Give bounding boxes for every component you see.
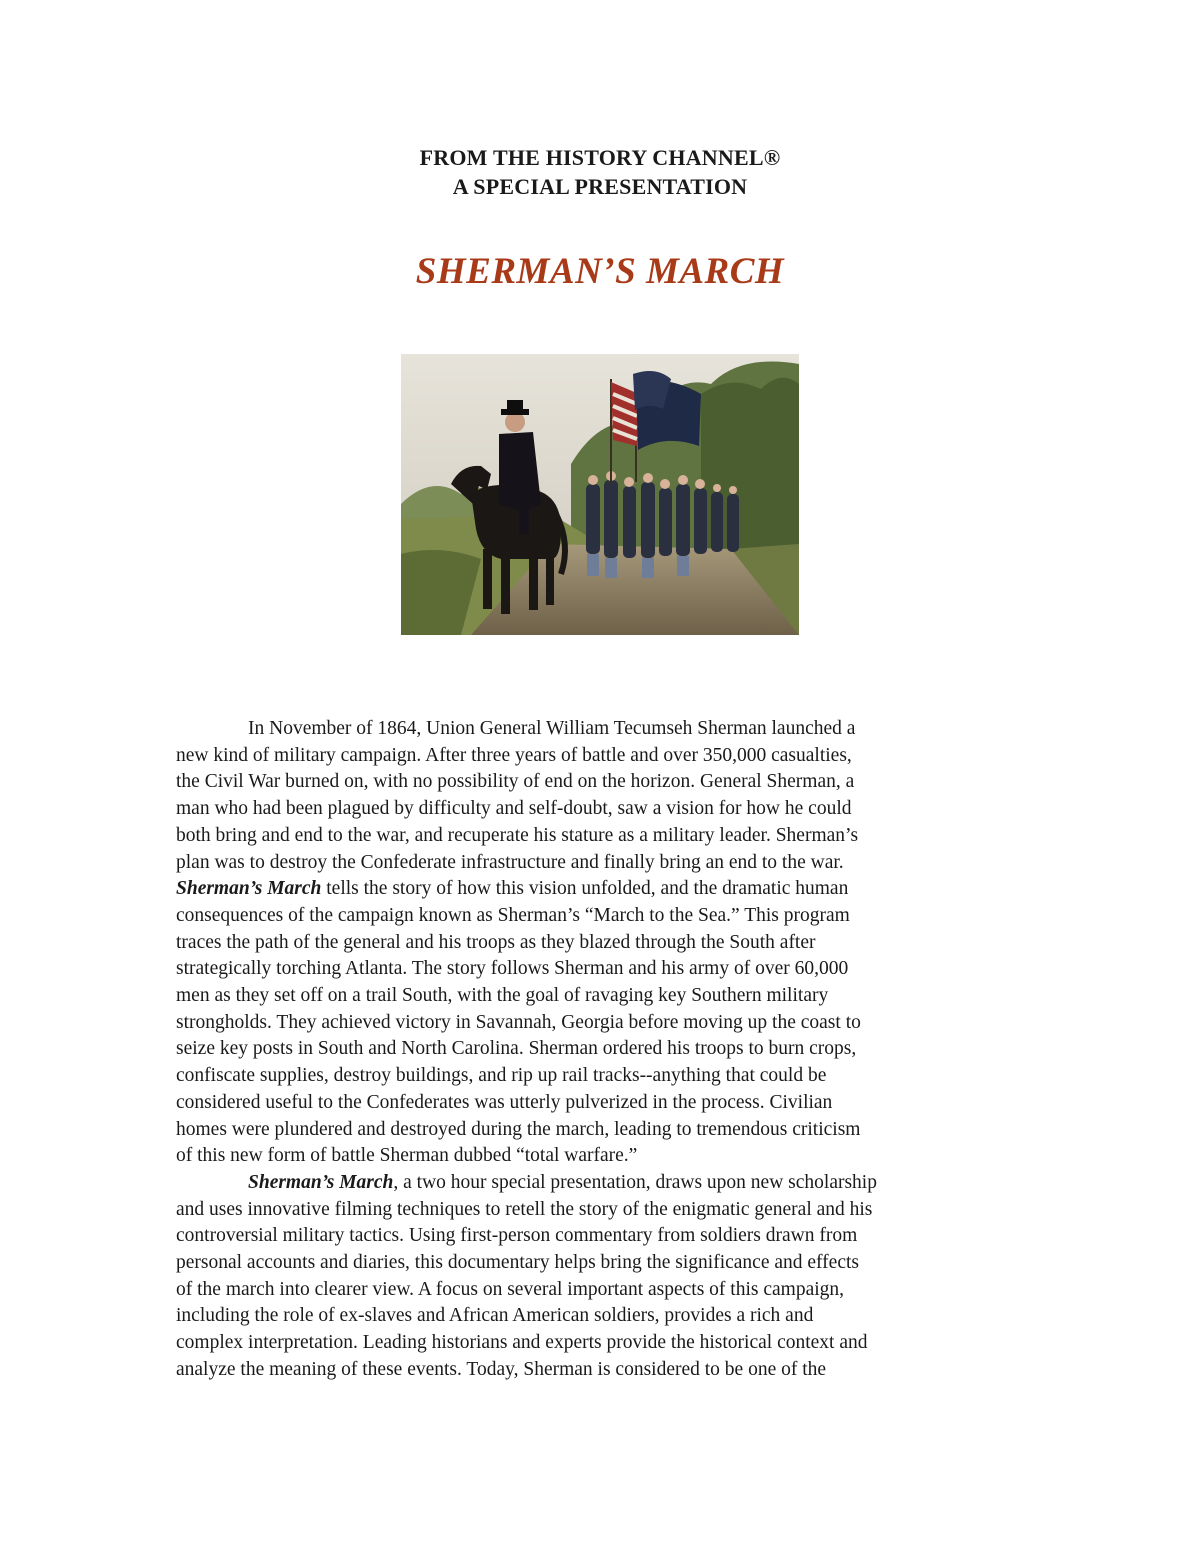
- body-text: [176, 716, 1012, 1384]
- p2-line-8: analyze the meaning of these events. Today, Sherman is considered to be one of the: [176, 1358, 827, 1380]
- p1-line-3: the Civil War burned on, with no possibility of end on the horizon. General Sherman, a: [176, 771, 855, 793]
- p1-line-17: of this new form of battle Sherman dubbed “total warfare.”: [176, 1145, 638, 1167]
- p1-line-7-rest: tells the story of how this vision unfolded, and the dramatic human: [321, 878, 849, 900]
- header-line-2: A SPECIAL PRESENTATION: [452, 174, 748, 199]
- p1-line-1: In November of 1864, Union General William Tecumseh Sherman launched a: [248, 718, 856, 739]
- p1-line-15: considered useful to the Confederates was utterly pulverized in the process. Civilian: [176, 1091, 833, 1113]
- p1-line-7: [176, 876, 1012, 903]
- program-title: Sherman’s March: [176, 878, 322, 900]
- p2-line-6: including the role of ex-slaves and African American soldiers, provides a rich and: [176, 1305, 814, 1327]
- p1-line-2: new kind of military campaign. After three years of battle and over 350,000 casualties,: [176, 744, 852, 766]
- program-title: Sherman’s March: [248, 1171, 394, 1193]
- header-line-1: FROM THE HISTORY CHANNEL®: [419, 145, 781, 170]
- p1-line-6: plan was to destroy the Confederate infrastructure and finally bring an end to the war.: [176, 851, 844, 873]
- p2-line-5: of the march into clearer view. A focus on several important aspects of this campaign,: [176, 1278, 845, 1300]
- p1-line-8: consequences of the campaign known as Sherman’s “March to the Sea.” This program: [176, 904, 850, 926]
- cover-photo-illustration: [401, 354, 799, 635]
- cover-photo: [401, 354, 799, 635]
- p1-line-5: both bring and end to the war, and recuperate his stature as a military leader. Sherman’s: [176, 824, 859, 846]
- p2-line-2: and uses innovative filming techniques to retell the story of the enigmatic general and his: [176, 1198, 873, 1220]
- p2-line-4: personal accounts and diaries, this documentary helps bring the significance and effects: [176, 1252, 859, 1274]
- page-title: SHERMAN’S MARCH: [415, 251, 785, 292]
- p1-line-13: seize key posts in South and North Carolina. Sherman ordered his troops to burn crops,: [176, 1038, 857, 1060]
- p1-line-12: strongholds. They achieved victory in Savannah, Georgia before moving up the coast to: [176, 1011, 861, 1033]
- p2-line-7: complex interpretation. Leading historians and experts provide the historical context and: [176, 1332, 868, 1354]
- p2-line-1: [176, 1170, 1012, 1197]
- p2-line-3: controversial military tactics. Using first-person commentary from soldiers drawn from: [176, 1225, 858, 1247]
- p1-line-10: strategically torching Atlanta. The story follows Sherman and his army of over 60,000: [176, 958, 849, 980]
- p1-line-4: man who had been plagued by difficulty and self-doubt, saw a vision for how he could: [176, 798, 852, 820]
- p1-line-11: men as they set off on a trail South, with the goal of ravaging key Southern military: [176, 985, 829, 1007]
- p1-line-16: homes were plundered and destroyed during the march, leading to tremendous criticism: [176, 1118, 861, 1140]
- p1-line-9: traces the path of the general and his troops as they blazed through the South after: [176, 931, 816, 953]
- p2-line-1-rest: , a two hour special presentation, draws upon new scholarship: [393, 1171, 877, 1193]
- p1-line-14: confiscate supplies, destroy buildings, and rip up rail tracks--anything that could be: [176, 1065, 827, 1087]
